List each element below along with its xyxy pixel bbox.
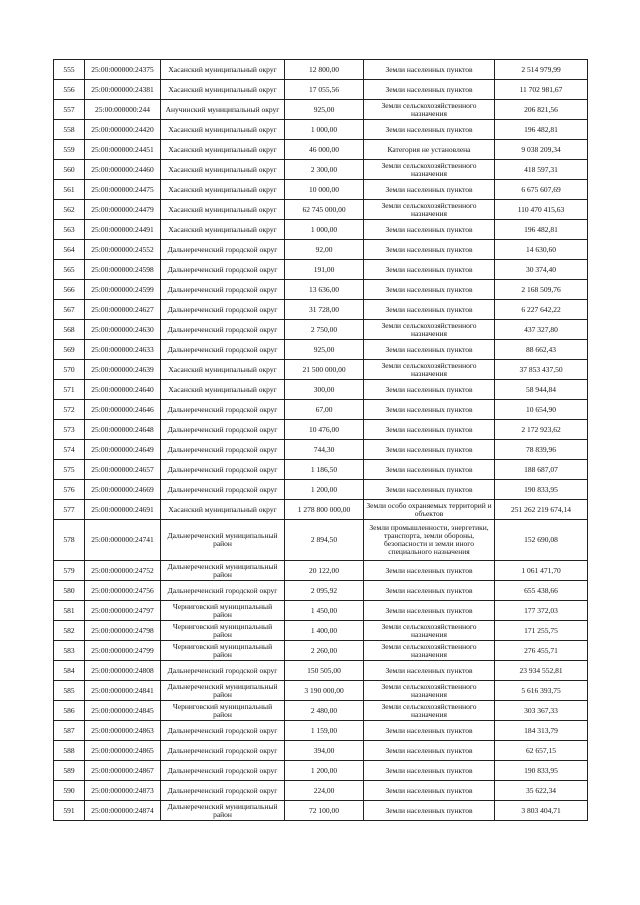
area-cell: 1 278 800 000,00	[285, 500, 364, 520]
land-category-cell: Земли населенных пунктов	[364, 60, 495, 80]
row-number-cell: 570	[54, 360, 85, 380]
cadastral-number-cell: 25:00:000000:24491	[85, 220, 161, 240]
cadastral-value-cell: 3 803 404,71	[495, 801, 588, 821]
table-row	[54, 721, 588, 741]
municipality-cell: Дальнереченский городской округ	[161, 280, 285, 300]
land-category-cell: Земли населенных пунктов	[364, 761, 495, 781]
area-cell: 2 300,00	[285, 160, 364, 180]
row-number-cell: 587	[54, 721, 85, 741]
row-number-cell: 576	[54, 480, 85, 500]
land-category-cell: Земли населенных пунктов	[364, 460, 495, 480]
area-cell: 46 000,00	[285, 140, 364, 160]
land-category-cell: Земли сельскохозяйственного назначения	[364, 320, 495, 340]
row-number-cell: 563	[54, 220, 85, 240]
cadastral-number-cell: 25:00:000000:24873	[85, 781, 161, 801]
row-number-cell: 590	[54, 781, 85, 801]
land-category-cell: Земли промышленности, энергетики, транспорта, земли обороны, безопасности и земли иного специального назначения	[364, 520, 495, 561]
row-number-cell: 559	[54, 140, 85, 160]
cadastral-number-cell: 25:00:000000:24598	[85, 260, 161, 280]
cadastral-value-cell: 23 934 552,81	[495, 661, 588, 681]
cadastral-value-cell: 11 702 981,67	[495, 80, 588, 100]
area-cell: 10 476,00	[285, 420, 364, 440]
cadastral-number-cell: 25:00:000000:24648	[85, 420, 161, 440]
area-cell: 17 055,56	[285, 80, 364, 100]
municipality-cell: Дальнереченский городской округ	[161, 741, 285, 761]
municipality-cell: Хасанский муниципальный округ	[161, 60, 285, 80]
cadastral-number-cell: 25:00:000000:24639	[85, 360, 161, 380]
row-number-cell: 580	[54, 581, 85, 601]
land-category-cell: Земли сельскохозяйственного назначения	[364, 621, 495, 641]
land-category-cell: Земли населенных пунктов	[364, 380, 495, 400]
table-row	[54, 320, 588, 340]
municipality-cell: Хасанский муниципальный округ	[161, 380, 285, 400]
municipality-cell: Дальнереченский городской округ	[161, 240, 285, 260]
cadastral-number-cell: 25:00:000000:24475	[85, 180, 161, 200]
area-cell: 2 480,00	[285, 701, 364, 721]
municipality-cell: Хасанский муниципальный округ	[161, 220, 285, 240]
area-cell: 394,00	[285, 741, 364, 761]
table-row	[54, 200, 588, 220]
row-number-cell: 591	[54, 801, 85, 821]
row-number-cell: 562	[54, 200, 85, 220]
municipality-cell: Дальнереченский городской округ	[161, 480, 285, 500]
municipality-cell: Дальнереченский муниципальный район	[161, 520, 285, 561]
row-number-cell: 555	[54, 60, 85, 80]
cadastral-number-cell: 25:00:000000:24752	[85, 561, 161, 581]
area-cell: 72 100,00	[285, 801, 364, 821]
cadastral-value-cell: 171 255,75	[495, 621, 588, 641]
row-number-cell: 571	[54, 380, 85, 400]
cadastral-number-cell: 25:00:000000:244	[85, 100, 161, 120]
land-category-cell: Земли сельскохозяйственного назначения	[364, 360, 495, 380]
cadastral-value-cell: 2 514 979,99	[495, 60, 588, 80]
row-number-cell: 556	[54, 80, 85, 100]
area-cell: 3 190 000,00	[285, 681, 364, 701]
cadastral-value-cell: 206 821,56	[495, 100, 588, 120]
cadastral-number-cell: 25:00:000000:24640	[85, 380, 161, 400]
cadastral-value-cell: 188 687,07	[495, 460, 588, 480]
cadastral-number-cell: 25:00:000000:24420	[85, 120, 161, 140]
cadastral-value-cell: 2 168 509,76	[495, 280, 588, 300]
municipality-cell: Хасанский муниципальный округ	[161, 500, 285, 520]
table-row	[54, 220, 588, 240]
land-category-cell: Земли сельскохозяйственного назначения	[364, 681, 495, 701]
row-number-cell: 578	[54, 520, 85, 561]
table-row	[54, 420, 588, 440]
table-row	[54, 641, 588, 661]
cadastral-number-cell: 25:00:000000:24451	[85, 140, 161, 160]
cadastral-value-cell: 196 482,81	[495, 120, 588, 140]
cadastral-number-cell: 25:00:000000:24627	[85, 300, 161, 320]
land-category-cell: Земли населенных пунктов	[364, 801, 495, 821]
table-row	[54, 160, 588, 180]
land-category-cell: Земли населенных пунктов	[364, 601, 495, 621]
municipality-cell: Хасанский муниципальный округ	[161, 80, 285, 100]
cadastral-value-cell: 152 690,08	[495, 520, 588, 561]
land-category-cell: Земли сельскохозяйственного назначения	[364, 200, 495, 220]
row-number-cell: 585	[54, 681, 85, 701]
cadastral-value-cell: 251 262 219 674,14	[495, 500, 588, 520]
land-category-cell: Земли населенных пунктов	[364, 440, 495, 460]
row-number-cell: 588	[54, 741, 85, 761]
table-row	[54, 661, 588, 681]
municipality-cell: Дальнереченский муниципальный район	[161, 561, 285, 581]
cadastral-number-cell: 25:00:000000:24552	[85, 240, 161, 260]
cadastral-number-cell: 25:00:000000:24845	[85, 701, 161, 721]
table-row	[54, 80, 588, 100]
row-number-cell: 565	[54, 260, 85, 280]
cadastral-value-cell: 110 470 415,63	[495, 200, 588, 220]
table-row	[54, 781, 588, 801]
land-category-cell: Земли сельскохозяйственного назначения	[364, 100, 495, 120]
cadastral-value-cell: 303 367,33	[495, 701, 588, 721]
land-category-cell: Земли населенных пунктов	[364, 781, 495, 801]
cadastral-value-cell: 2 172 923,62	[495, 420, 588, 440]
table-row	[54, 801, 588, 821]
area-cell: 744,30	[285, 440, 364, 460]
area-cell: 150 505,00	[285, 661, 364, 681]
cadastral-value-cell: 1 061 471,70	[495, 561, 588, 581]
cadastral-value-cell: 30 374,40	[495, 260, 588, 280]
table-row	[54, 120, 588, 140]
cadastral-number-cell: 25:00:000000:24799	[85, 641, 161, 661]
cadastral-number-cell: 25:00:000000:24865	[85, 741, 161, 761]
municipality-cell: Дальнереченский городской округ	[161, 340, 285, 360]
municipality-cell: Дальнереченский городской округ	[161, 661, 285, 681]
area-cell: 1 000,00	[285, 120, 364, 140]
cadastral-number-cell: 25:00:000000:24756	[85, 581, 161, 601]
row-number-cell: 557	[54, 100, 85, 120]
cadastral-number-cell: 25:00:000000:24646	[85, 400, 161, 420]
row-number-cell: 558	[54, 120, 85, 140]
cadastral-value-cell: 190 833,95	[495, 761, 588, 781]
municipality-cell: Черниговский муниципальный район	[161, 621, 285, 641]
municipality-cell: Дальнереченский городской округ	[161, 761, 285, 781]
land-category-cell: Земли населенных пунктов	[364, 220, 495, 240]
area-cell: 300,00	[285, 380, 364, 400]
row-number-cell: 579	[54, 561, 85, 581]
cadastral-value-cell: 9 038 209,34	[495, 140, 588, 160]
table-row	[54, 340, 588, 360]
municipality-cell: Черниговский муниципальный район	[161, 601, 285, 621]
table-row	[54, 621, 588, 641]
table-row	[54, 681, 588, 701]
cadastral-number-cell: 25:00:000000:24797	[85, 601, 161, 621]
land-category-cell: Земли населенных пунктов	[364, 120, 495, 140]
land-category-cell: Земли населенных пунктов	[364, 280, 495, 300]
area-cell: 2 095,92	[285, 581, 364, 601]
municipality-cell: Хасанский муниципальный округ	[161, 180, 285, 200]
cadastral-value-cell: 78 839,96	[495, 440, 588, 460]
municipality-cell: Дальнереченский муниципальный район	[161, 801, 285, 821]
land-category-cell: Земли населенных пунктов	[364, 180, 495, 200]
area-cell: 13 636,00	[285, 280, 364, 300]
municipality-cell: Хасанский муниципальный округ	[161, 160, 285, 180]
area-cell: 191,00	[285, 260, 364, 280]
municipality-cell: Анучинский муниципальный округ	[161, 100, 285, 120]
area-cell: 2 750,00	[285, 320, 364, 340]
area-cell: 12 800,00	[285, 60, 364, 80]
table-row	[54, 380, 588, 400]
municipality-cell: Дальнереченский городской округ	[161, 420, 285, 440]
cadastral-number-cell: 25:00:000000:24867	[85, 761, 161, 781]
row-number-cell: 564	[54, 240, 85, 260]
table-row	[54, 500, 588, 520]
land-category-cell: Земли населенных пунктов	[364, 340, 495, 360]
table-row	[54, 520, 588, 561]
area-cell: 1 400,00	[285, 621, 364, 641]
area-cell: 1 000,00	[285, 220, 364, 240]
cadastral-value-cell: 10 654,90	[495, 400, 588, 420]
municipality-cell: Дальнереченский муниципальный район	[161, 681, 285, 701]
row-number-cell: 574	[54, 440, 85, 460]
registry-table	[53, 59, 588, 821]
area-cell: 1 186,50	[285, 460, 364, 480]
cadastral-value-cell: 62 657,15	[495, 741, 588, 761]
table-row	[54, 581, 588, 601]
municipality-cell: Хасанский муниципальный округ	[161, 200, 285, 220]
cadastral-number-cell: 25:00:000000:24669	[85, 480, 161, 500]
row-number-cell: 583	[54, 641, 85, 661]
area-cell: 2 894,50	[285, 520, 364, 561]
cadastral-number-cell: 25:00:000000:24841	[85, 681, 161, 701]
table-row	[54, 140, 588, 160]
land-category-cell: Земли населенных пунктов	[364, 561, 495, 581]
land-category-cell: Земли населенных пунктов	[364, 80, 495, 100]
area-cell: 1 200,00	[285, 480, 364, 500]
land-category-cell: Земли сельскохозяйственного назначения	[364, 160, 495, 180]
cadastral-value-cell: 88 662,43	[495, 340, 588, 360]
table-row	[54, 460, 588, 480]
table-row	[54, 601, 588, 621]
cadastral-value-cell: 196 482,81	[495, 220, 588, 240]
area-cell: 224,00	[285, 781, 364, 801]
table-row	[54, 761, 588, 781]
row-number-cell: 575	[54, 460, 85, 480]
area-cell: 67,00	[285, 400, 364, 420]
table-row	[54, 360, 588, 380]
cadastral-number-cell: 25:00:000000:24633	[85, 340, 161, 360]
row-number-cell: 566	[54, 280, 85, 300]
row-number-cell: 560	[54, 160, 85, 180]
cadastral-number-cell: 25:00:000000:24375	[85, 60, 161, 80]
area-cell: 62 745 000,00	[285, 200, 364, 220]
cadastral-value-cell: 6 227 642,22	[495, 300, 588, 320]
row-number-cell: 568	[54, 320, 85, 340]
municipality-cell: Хасанский муниципальный округ	[161, 120, 285, 140]
cadastral-value-cell: 6 675 607,69	[495, 180, 588, 200]
table-row	[54, 100, 588, 120]
land-category-cell: Земли населенных пунктов	[364, 721, 495, 741]
municipality-cell: Дальнереченский городской округ	[161, 320, 285, 340]
cadastral-number-cell: 25:00:000000:24479	[85, 200, 161, 220]
land-category-cell: Земли населенных пунктов	[364, 661, 495, 681]
cadastral-value-cell: 190 833,95	[495, 480, 588, 500]
area-cell: 20 122,00	[285, 561, 364, 581]
cadastral-value-cell: 184 313,79	[495, 721, 588, 741]
land-category-cell: Земли населенных пунктов	[364, 240, 495, 260]
table-row	[54, 561, 588, 581]
municipality-cell: Хасанский муниципальный округ	[161, 360, 285, 380]
table-row	[54, 741, 588, 761]
municipality-cell: Хасанский муниципальный округ	[161, 140, 285, 160]
cadastral-value-cell: 35 622,34	[495, 781, 588, 801]
land-category-cell: Земли особо охраняемых территорий и объектов	[364, 500, 495, 520]
area-cell: 2 260,00	[285, 641, 364, 661]
table-row	[54, 180, 588, 200]
municipality-cell: Черниговский муниципальный район	[161, 701, 285, 721]
cadastral-number-cell: 25:00:000000:24599	[85, 280, 161, 300]
table-row	[54, 240, 588, 260]
area-cell: 925,00	[285, 340, 364, 360]
row-number-cell: 561	[54, 180, 85, 200]
land-category-cell: Земли населенных пунктов	[364, 741, 495, 761]
municipality-cell: Дальнереченский городской округ	[161, 300, 285, 320]
cadastral-value-cell: 58 944,84	[495, 380, 588, 400]
area-cell: 92,00	[285, 240, 364, 260]
cadastral-number-cell: 25:00:000000:24863	[85, 721, 161, 741]
row-number-cell: 569	[54, 340, 85, 360]
cadastral-number-cell: 25:00:000000:24649	[85, 440, 161, 460]
row-number-cell: 586	[54, 701, 85, 721]
cadastral-value-cell: 14 630,60	[495, 240, 588, 260]
area-cell: 31 728,00	[285, 300, 364, 320]
cadastral-number-cell: 25:00:000000:24691	[85, 500, 161, 520]
cadastral-value-cell: 655 438,66	[495, 581, 588, 601]
table-row	[54, 60, 588, 80]
row-number-cell: 584	[54, 661, 85, 681]
cadastral-number-cell: 25:00:000000:24808	[85, 661, 161, 681]
municipality-cell: Дальнереченский городской округ	[161, 400, 285, 420]
row-number-cell: 577	[54, 500, 85, 520]
cadastral-number-cell: 25:00:000000:24630	[85, 320, 161, 340]
table-row	[54, 280, 588, 300]
area-cell: 1 450,00	[285, 601, 364, 621]
row-number-cell: 573	[54, 420, 85, 440]
row-number-cell: 581	[54, 601, 85, 621]
table-row	[54, 440, 588, 460]
land-category-cell: Земли сельскохозяйственного назначения	[364, 701, 495, 721]
cadastral-number-cell: 25:00:000000:24460	[85, 160, 161, 180]
cadastral-number-cell: 25:00:000000:24741	[85, 520, 161, 561]
table-row	[54, 701, 588, 721]
area-cell: 1 159,00	[285, 721, 364, 741]
cadastral-number-cell: 25:00:000000:24874	[85, 801, 161, 821]
land-category-cell: Земли населенных пунктов	[364, 300, 495, 320]
area-cell: 10 000,00	[285, 180, 364, 200]
table-row	[54, 260, 588, 280]
area-cell: 1 200,00	[285, 761, 364, 781]
land-category-cell: Земли сельскохозяйственного назначения	[364, 641, 495, 661]
row-number-cell: 567	[54, 300, 85, 320]
municipality-cell: Дальнереченский городской округ	[161, 260, 285, 280]
row-number-cell: 582	[54, 621, 85, 641]
registry-table-body	[54, 60, 588, 821]
cadastral-number-cell: 25:00:000000:24657	[85, 460, 161, 480]
table-row	[54, 400, 588, 420]
cadastral-value-cell: 276 455,71	[495, 641, 588, 661]
table-row	[54, 480, 588, 500]
cadastral-value-cell: 5 616 393,75	[495, 681, 588, 701]
table-row	[54, 300, 588, 320]
land-category-cell: Земли населенных пунктов	[364, 420, 495, 440]
municipality-cell: Дальнереченский городской округ	[161, 781, 285, 801]
land-category-cell: Земли населенных пунктов	[364, 480, 495, 500]
municipality-cell: Дальнереченский городской округ	[161, 440, 285, 460]
municipality-cell: Черниговский муниципальный район	[161, 641, 285, 661]
land-category-cell: Категория не установлена	[364, 140, 495, 160]
municipality-cell: Дальнереченский городской округ	[161, 721, 285, 741]
land-category-cell: Земли населенных пунктов	[364, 260, 495, 280]
municipality-cell: Дальнереченский городской округ	[161, 581, 285, 601]
land-category-cell: Земли населенных пунктов	[364, 581, 495, 601]
area-cell: 925,00	[285, 100, 364, 120]
area-cell: 21 500 000,00	[285, 360, 364, 380]
land-category-cell: Земли населенных пунктов	[364, 400, 495, 420]
cadastral-number-cell: 25:00:000000:24381	[85, 80, 161, 100]
cadastral-number-cell: 25:00:000000:24798	[85, 621, 161, 641]
cadastral-value-cell: 418 597,31	[495, 160, 588, 180]
cadastral-value-cell: 177 372,03	[495, 601, 588, 621]
cadastral-value-cell: 437 327,80	[495, 320, 588, 340]
cadastral-value-cell: 37 853 437,50	[495, 360, 588, 380]
row-number-cell: 589	[54, 761, 85, 781]
row-number-cell: 572	[54, 400, 85, 420]
municipality-cell: Дальнереченский городской округ	[161, 460, 285, 480]
